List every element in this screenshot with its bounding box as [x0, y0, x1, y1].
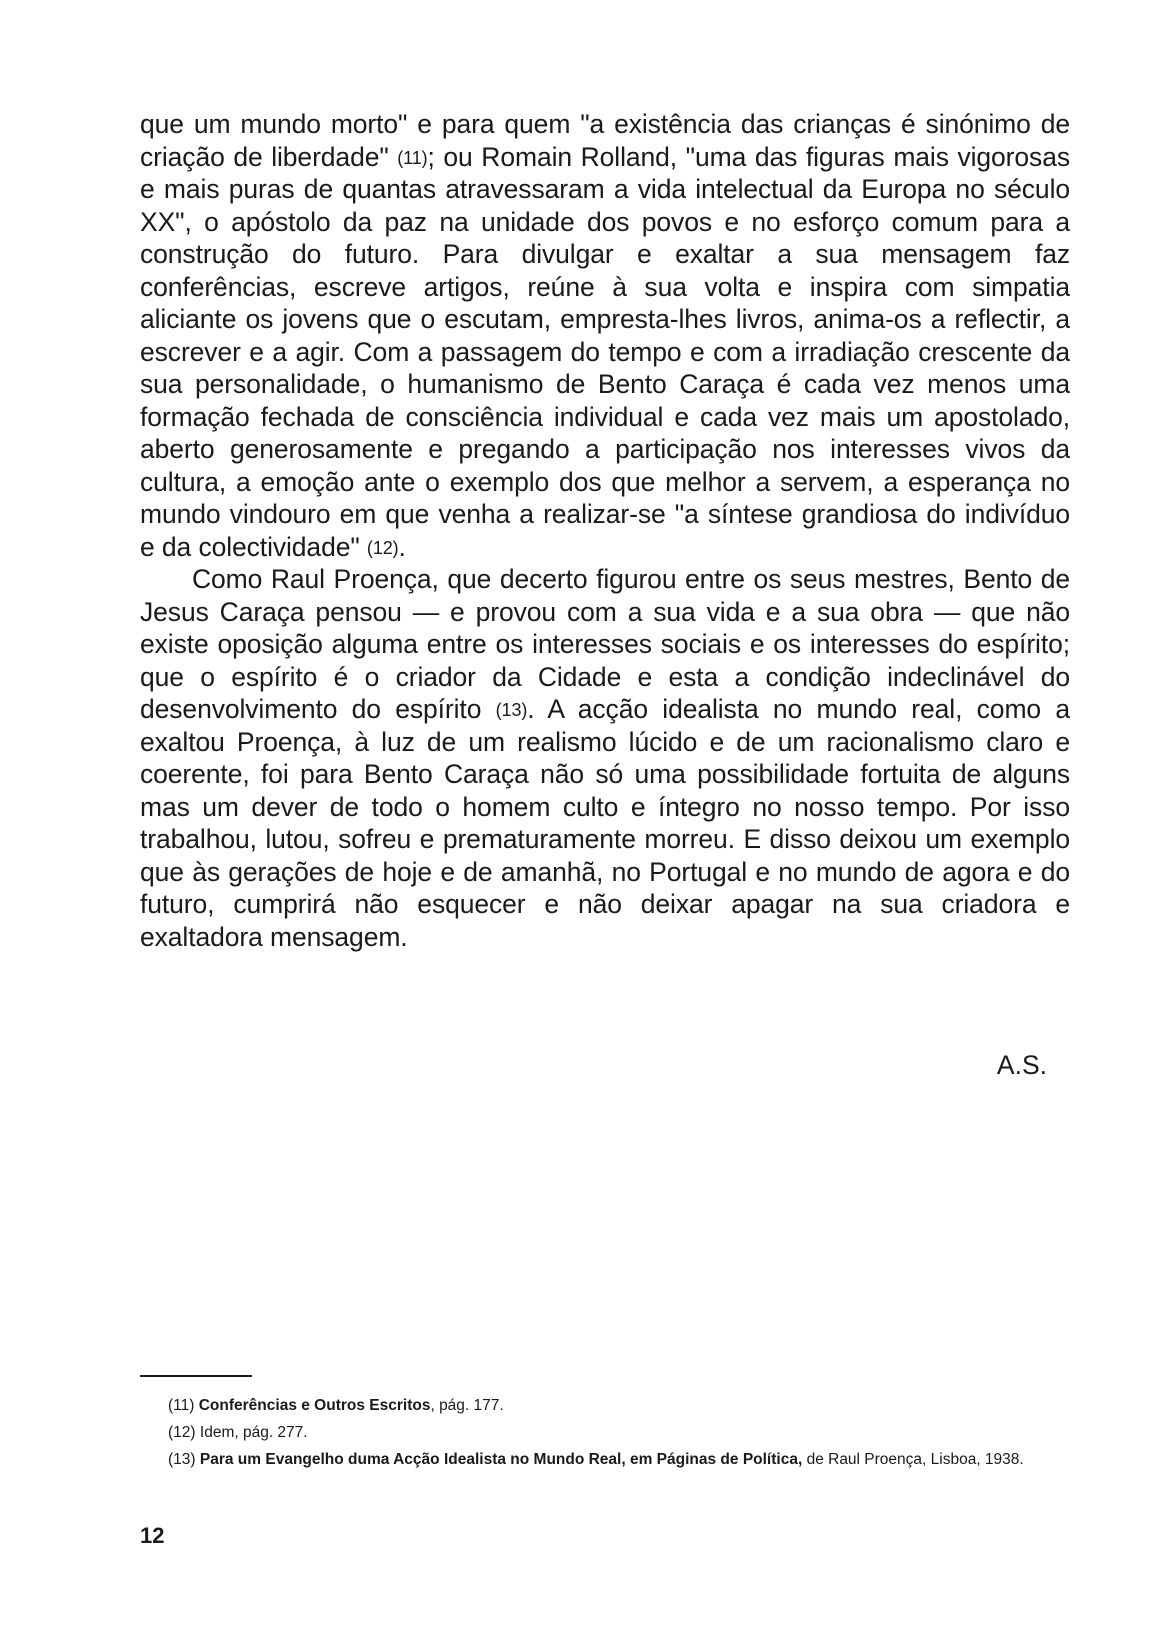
body-text — [140, 108, 1070, 953]
footnote-ref-13: (13) — [495, 700, 528, 720]
footnote-title: Para um Evangelho duma Acção Idealista no Mundo Real, em Páginas de Política, — [199, 1451, 803, 1468]
footnote-text: , pág. 177. — [430, 1397, 504, 1414]
footnote-text: de Raul Proença, Lisboa, 1938. — [802, 1451, 1024, 1468]
footnote-ref-12: (12) — [366, 537, 399, 558]
paragraph-1 — [140, 108, 1070, 563]
paragraph-2-text-a: Como Raul Proença, que decerto figurou entre os seus mestres, Bento de Jesus Caraça pensou — e provou com a sua vida e a sua obra — que não existe oposição alguma entre os interesses sociais e os interesses do espírito; que o espírito é o criador da Cidade e esta a condição indeclinável do desenvolvimento do espírito — [140, 564, 1070, 724]
paragraph-2-text-b: . A acção idealista no mundo real, como a exaltou Proença, à luz de um realismo lúcido e de um racionalismo claro e coerente, foi para Bento Caraça não só uma possibilidade fortuita de alguns mas um dever de todo o homem culto e íntegro no nosso tempo. Por isso trabalhou, lutou, sofreu e prematuramente morreu. E disso deixou um exemplo que às gerações de hoje e de amanhã, no Portugal e no mundo de agora e do futuro, cumprirá não esquecer e não deixar apagar na sua criadora e exaltadora mensagem. — [140, 694, 1070, 952]
footnote-13 — [140, 1446, 1070, 1473]
footnote-title: Conferências e Outros Escritos — [198, 1397, 431, 1414]
footnote-text: Idem, pág. 277. — [199, 1424, 308, 1441]
paragraph-1-text-c: . — [398, 531, 406, 562]
page-number: 12 — [140, 1523, 165, 1548]
author-signature: A.S. — [996, 1050, 1047, 1080]
footnotes — [140, 1392, 1070, 1473]
footnote-11 — [140, 1392, 1070, 1419]
footnote-number: (13) — [168, 1451, 196, 1468]
footnote-number: (12) — [168, 1424, 196, 1441]
footnote-divider — [140, 1375, 252, 1377]
paragraph-2 — [140, 563, 1070, 953]
footnote-number: (11) — [168, 1397, 195, 1414]
footnote-ref-11: (11) — [397, 147, 428, 168]
paragraph-1-text-a: que um mundo morto" e para quem "a existência das crianças é sinónimo de criação de liberdade" — [140, 109, 1070, 172]
paragraph-1-text-b: ; ou Romain Rolland, "uma das figuras mais vigorosas e mais puras de quantas atravessaram a vida intelectual da Europa no século XX", o apóstolo da paz na unidade dos povos e no esforço comum para a construção do futuro. Para divulgar e exaltar a sua mensagem faz conferências, escreve artigos, reúne à sua volta e inspira com simpatia aliciante os jovens que o escutam, empresta-lhes livros, anima-os a reflectir, a escrever e a agir. Com a passagem do tempo e com a irradiação crescente da sua personalidade, o humanismo de Bento Caraça é cada vez menos uma formação fechada de consciência individual e cada vez mais um apostolado, aberto generosamente e pregando a participação nos interesses vivos da cultura, a emoção ante o exemplo dos que melhor a servem, a esperança no mundo vindouro em que venha a realizar-se "a síntese grandiosa do indivíduo e da colectividade" — [140, 141, 1070, 562]
footnote-12 — [140, 1419, 1070, 1446]
